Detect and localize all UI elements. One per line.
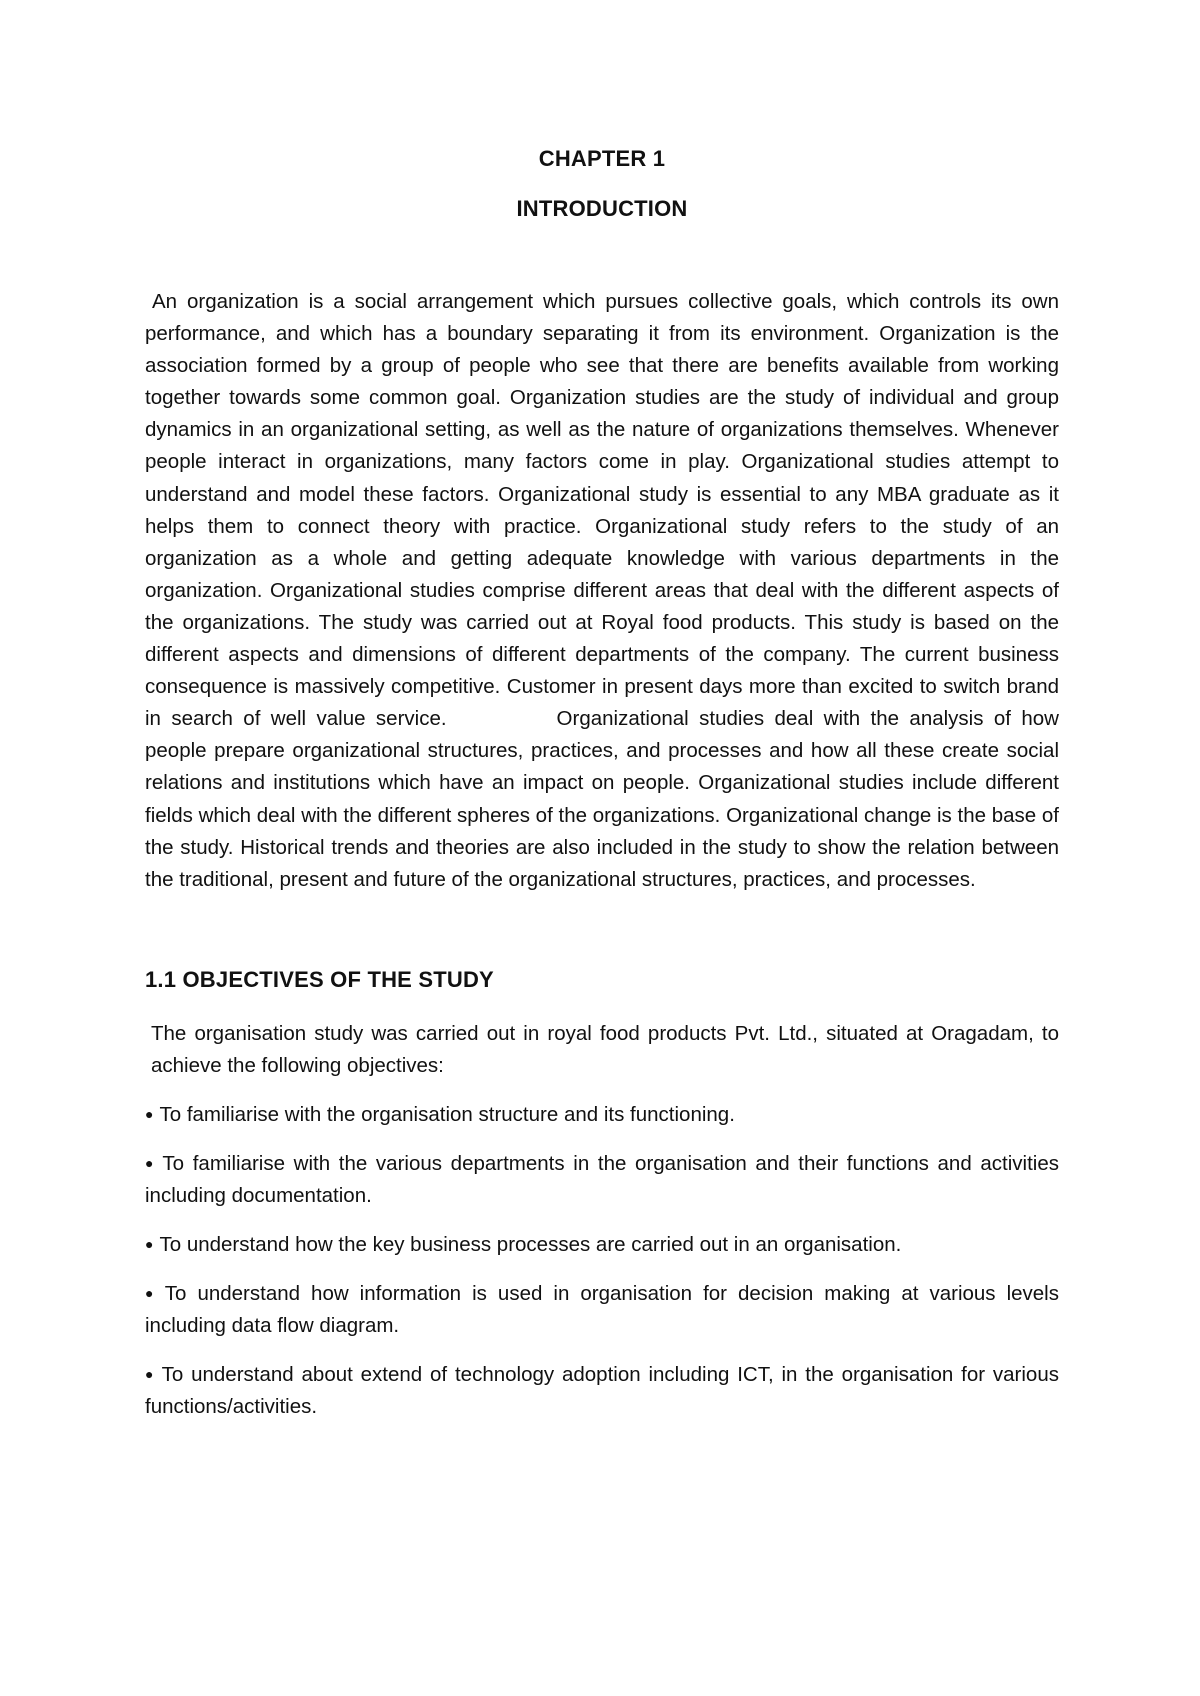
bullet-icon: ● xyxy=(145,1105,154,1122)
bullet-icon: ● xyxy=(145,1235,154,1252)
objectives-intro: The organisation study was carried out in royal food products Pvt. Ltd., situated at Oragadam, to achieve the following objectives: xyxy=(151,1021,1059,1077)
objective-text: To familiarise with the various departments in the organisation and their functions and activities including documentation. xyxy=(145,1151,1059,1207)
chapter-title: INTRODUCTION xyxy=(516,196,688,221)
introduction-text-part2: Organizational studies deal with the analysis of how people prepare organizational structures, practices, and processes and how all these create social relations and institutions which have an impact on people. Organizational studies include different fields which deal with the different spheres of the organizations. Organizational change is the base of the study. Historical trends and theories are also included in the study to show the relation between the traditional, present and future of the organizational structures, practices, and processes. xyxy=(145,707,1059,891)
introduction-text-part1: An organization is a social arrangement which pursues collective goals, which controls its own performance, and which has a boundary separating it from its environment. Organization is the association formed by a group of people who see that there are benefits available from working together towards some common goal. Organization studies are the study of individual and group dynamics in an organizational setting, as well as the nature of organizations themselves. Whenever people interact in organizations, many factors come in play. Organizational studies attempt to understand and model these factors. Organizational study is essential to any MBA graduate as it helps them to connect theory with practice. Organizational study refers to the study of an organization as a whole and getting adequate knowledge with various departments in the organization. Organizational studies comprise different areas that deal with the different aspects of the organizations. The study was carried out at Royal food products. This study is based on the different aspects and dimensions of different departments of the company. The current business consequence is massively competitive. Customer in present days more than excited to switch brand in search of well value service. xyxy=(145,290,1059,731)
introduction-paragraph xyxy=(145,286,1059,896)
chapter-label: CHAPTER 1 xyxy=(538,146,666,171)
objective-item xyxy=(145,1228,1059,1261)
objective-text: To understand about extend of technology adoption including ICT, in the organisation for various functions/activities. xyxy=(145,1362,1059,1418)
bullet-icon: ● xyxy=(145,1284,159,1301)
bullet-icon: ● xyxy=(145,1154,157,1171)
objective-text: To familiarise with the organisation structure and its functioning. xyxy=(159,1102,735,1126)
bullet-icon: ● xyxy=(145,1365,156,1382)
objective-item xyxy=(145,1098,1059,1131)
document-page xyxy=(145,146,1059,1423)
objective-item xyxy=(145,1147,1059,1212)
objective-item xyxy=(145,1277,1059,1342)
objective-text: To understand how information is used in organisation for decision making at various levels including data flow diagram. xyxy=(145,1281,1059,1337)
objectives-heading: 1.1 OBJECTIVES OF THE STUDY xyxy=(145,966,494,992)
objective-item xyxy=(145,1358,1059,1423)
objective-text: To understand how the key business processes are carried out in an organisation. xyxy=(159,1232,902,1256)
